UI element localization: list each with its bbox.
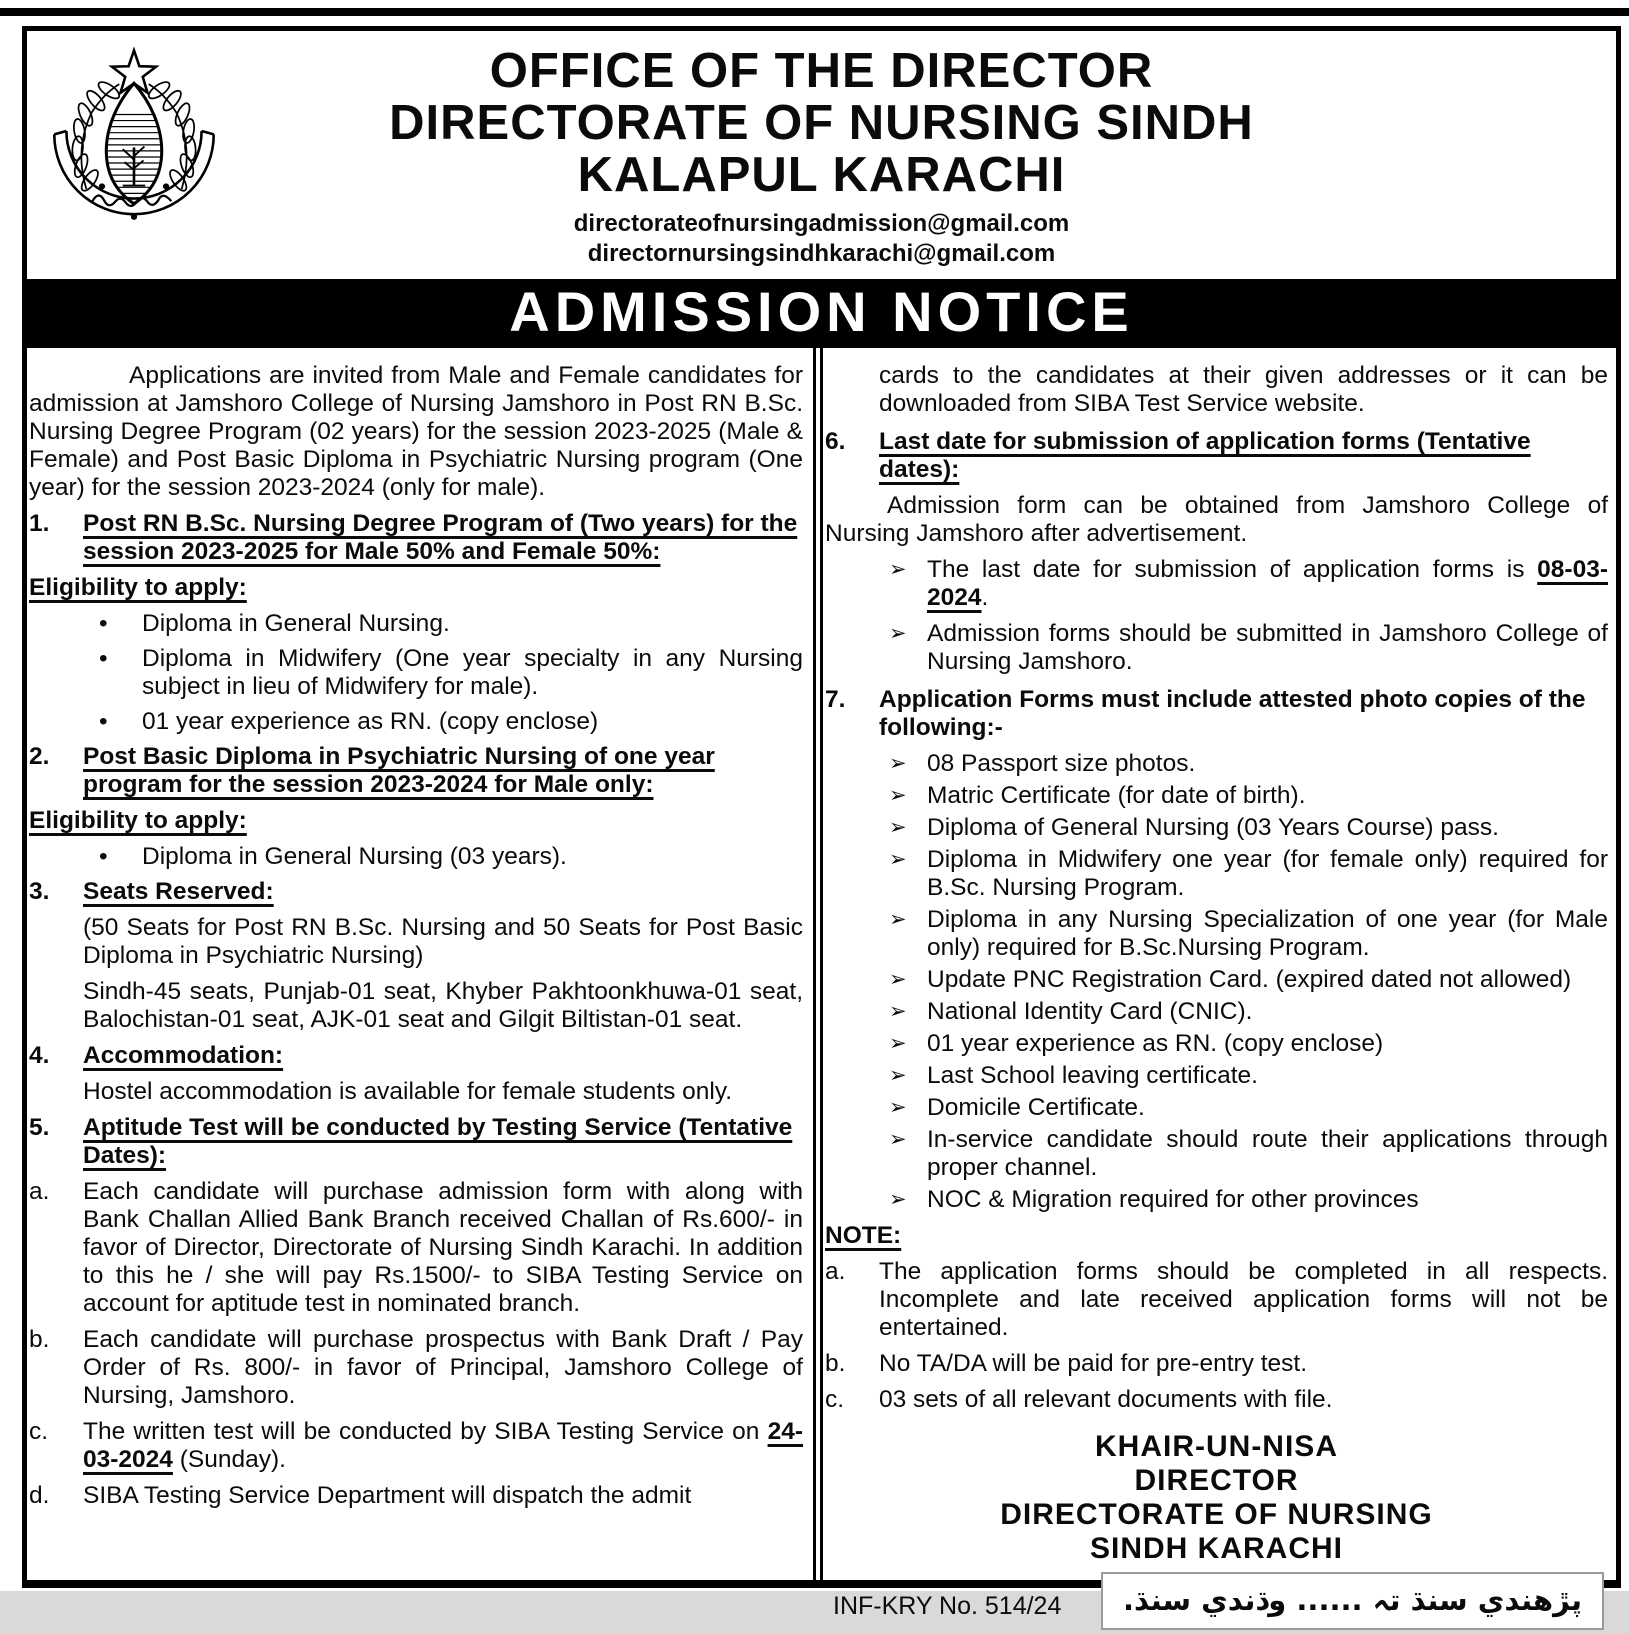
checklist-text: 01 year experience as RN. (copy enclose) xyxy=(927,1030,1384,1057)
eligibility-heading-1: Eligibility to apply: xyxy=(29,574,247,601)
section-number: 1. xyxy=(29,510,50,537)
email-address-1: directorateofnursingadmission@gmail.com xyxy=(573,210,1070,237)
admission-notice-banner: ADMISSION NOTICE xyxy=(27,279,1616,348)
note-heading: NOTE: xyxy=(825,1222,902,1249)
checklist xyxy=(825,750,1608,1218)
document-frame xyxy=(22,26,1621,1620)
bullet-text: Diploma in General Nursing. xyxy=(142,610,450,637)
section-title: Application Forms must include attested photo copies of the following:- xyxy=(879,686,1586,741)
signatory-office-line-1: DIRECTORATE OF NURSING xyxy=(1000,1498,1433,1531)
item-letter: a. xyxy=(825,1258,846,1285)
arrow-bullet-icon: ➢ xyxy=(889,1000,907,1023)
item-letter: b. xyxy=(825,1350,846,1377)
arrow-bullet-icon: ➢ xyxy=(889,1096,907,1119)
section-title: Seats Reserved: xyxy=(83,878,274,905)
checklist-item xyxy=(825,966,1608,994)
section-title: Last date for submission of application forms (Tentative dates): xyxy=(879,428,1531,483)
bullet-text: 01 year experience as RN. (copy enclose) xyxy=(142,708,599,735)
bullet-item xyxy=(29,708,803,736)
section-number: 3. xyxy=(29,878,50,905)
item-letter: c. xyxy=(29,1418,49,1445)
office-title-line-3: KALAPUL KARACHI xyxy=(577,148,1066,202)
checklist-text: Diploma in any Nursing Specialization of one year (for Male only) required for B.Sc.Nursing Program. xyxy=(927,906,1608,961)
two-column-body xyxy=(27,348,1616,1620)
bullet-text: Diploma in Midwifery (One year specialty in any Nursing subject in lieu of Midwifery for male). xyxy=(142,645,803,700)
signatory-name: KHAIR-UN-NISA xyxy=(1095,1430,1338,1463)
top-rule xyxy=(0,8,1629,16)
checklist-item xyxy=(825,782,1608,810)
arrow-bullet-icon: ➢ xyxy=(889,752,907,775)
arrow-bullet-icon: ➢ xyxy=(889,558,907,581)
eligibility-heading-2: Eligibility to apply: xyxy=(29,807,247,834)
arrow-item xyxy=(825,620,1608,676)
lettered-item-a xyxy=(29,1178,803,1318)
item-d-continuation: cards to the candidates at their given addresses or it can be downloaded from SIBA Test Service website. xyxy=(879,362,1608,417)
note-item-c xyxy=(825,1386,1608,1414)
arrow-bullet-icon: ➢ xyxy=(889,908,907,931)
item-letter: b. xyxy=(29,1326,50,1353)
section-title: Post Basic Diploma in Psychiatric Nursing of one year program for the session 2023-2024 for Male only: xyxy=(83,743,715,798)
lettered-item-c xyxy=(29,1418,803,1474)
note-item-b xyxy=(825,1350,1608,1378)
section-7-heading xyxy=(825,686,1608,742)
arrow-bullet-icon: ➢ xyxy=(889,622,907,645)
arrow-bullet-icon: ➢ xyxy=(889,784,907,807)
section-number: 5. xyxy=(29,1114,50,1141)
bullet-icon: • xyxy=(99,708,108,735)
inf-reference-number: INF-KRY No. 514/24 xyxy=(833,1592,1062,1620)
sindhi-slogan-box: پڙهندي سنڌ تہ ...... وڌندي سنڌ. xyxy=(1101,1572,1604,1630)
bullet-text: Diploma in General Nursing (03 years). xyxy=(142,843,567,870)
checklist-text: 08 Passport size photos. xyxy=(927,750,1196,777)
last-date-value: 08-03-2024 xyxy=(927,556,1608,611)
section-3-heading xyxy=(29,878,803,906)
signature-block xyxy=(825,1430,1608,1566)
checklist-text: In-service candidate should route their applications through proper channel. xyxy=(927,1126,1608,1181)
arrow-bullet-icon: ➢ xyxy=(889,1128,907,1151)
checklist-text: Diploma in Midwifery one year (for female only) required for B.Sc. Nursing Program. xyxy=(927,846,1608,901)
section-2-heading xyxy=(29,743,803,799)
checklist-item xyxy=(825,1094,1608,1122)
bullet-icon: • xyxy=(99,610,108,637)
checklist-text: Update PNC Registration Card. (expired dated not allowed) xyxy=(927,966,1572,993)
checklist-text: Domicile Certificate. xyxy=(927,1094,1145,1121)
checklist-item xyxy=(825,1186,1608,1214)
bullet-icon: • xyxy=(99,843,108,870)
lettered-item-b xyxy=(29,1326,803,1410)
checklist-text: Last School leaving certificate. xyxy=(927,1062,1258,1089)
accommodation-paragraph: Hostel accommodation is available for female students only. xyxy=(83,1078,733,1105)
office-title-line-1: OFFICE OF THE DIRECTOR xyxy=(489,44,1154,98)
office-title-line-2: DIRECTORATE OF NURSING SINDH xyxy=(389,96,1254,150)
arrow-bullet-icon: ➢ xyxy=(889,1188,907,1211)
checklist-text: NOC & Migration required for other provinces xyxy=(927,1186,1419,1213)
arrow-text: Admission forms should be submitted in Jamshoro College of Nursing Jamshoro. xyxy=(927,620,1608,675)
arrow-bullet-icon: ➢ xyxy=(889,1032,907,1055)
section-title: Post RN B.Sc. Nursing Degree Program of (Two years) for the session 2023-2025 for Male 50% and Female 50%: xyxy=(83,510,798,565)
checklist-text: National Identity Card (CNIC). xyxy=(927,998,1253,1025)
section-4-heading xyxy=(29,1042,803,1070)
bullet-item xyxy=(29,645,803,701)
section-5-heading xyxy=(29,1114,803,1170)
written-test-date: 24-03-2024 xyxy=(83,1418,803,1473)
checklist-item xyxy=(825,906,1608,962)
section-title: Aptitude Test will be conducted by Testing Service (Tentative Dates): xyxy=(83,1114,793,1169)
checklist-text: Matric Certificate (for date of birth). xyxy=(927,782,1306,809)
email-address-2: directornursingsindhkarachi@gmail.com xyxy=(587,240,1056,267)
bullet-item xyxy=(29,843,803,871)
bullet-icon: • xyxy=(99,645,108,672)
checklist-item xyxy=(825,998,1608,1026)
intro-paragraph: Applications are invited from Male and Female candidates for admission at Jamshoro College of Nursing Jamshoro in Post RN B.Sc. Nursing Degree Program (02 years) for the session 2023-2025 (Male & Female) and Post Basic Diploma in Psychiatric Nursing program (One year) for the session 2023-2024 (only for male). xyxy=(29,362,803,501)
signatory-designation: DIRECTOR xyxy=(1134,1464,1299,1497)
arrow-bullet-icon: ➢ xyxy=(889,968,907,991)
section-number: 7. xyxy=(825,686,846,713)
seats-paragraph-1: (50 Seats for Post RN B.Sc. Nursing and 50 Seats for Post Basic Diploma in Psychiatric Nursing) xyxy=(83,914,803,969)
checklist-item xyxy=(825,846,1608,902)
item-text: SIBA Testing Service Department will dispatch the admit xyxy=(83,1482,692,1509)
column-divider xyxy=(813,348,823,1580)
item-letter: d. xyxy=(29,1482,50,1509)
lettered-item-d xyxy=(29,1482,803,1510)
section-title: Accommodation: xyxy=(83,1042,284,1069)
left-column xyxy=(27,348,813,1580)
checklist-item xyxy=(825,814,1608,842)
section-1-heading xyxy=(29,510,803,566)
right-column xyxy=(823,348,1616,1620)
bullet-item xyxy=(29,610,803,638)
footer-row xyxy=(825,1566,1608,1634)
item-text: No TA/DA will be paid for pre-entry test. xyxy=(879,1350,1308,1377)
sindh-government-emblem-logo xyxy=(43,43,225,251)
arrow-bullet-icon: ➢ xyxy=(889,816,907,839)
signatory-office-line-2: SINDH KARACHI xyxy=(1090,1532,1343,1565)
header xyxy=(27,31,1616,269)
item-letter: a. xyxy=(29,1178,50,1205)
admission-form-paragraph: Admission form can be obtained from Jamshoro College of Nursing Jamshoro after advertisement. xyxy=(825,492,1608,547)
section-number: 6. xyxy=(825,428,846,455)
arrow-bullet-icon: ➢ xyxy=(889,1064,907,1087)
item-text: Each candidate will purchase admission form with along with Bank Challan Allied Bank Branch received Challan of Rs.600/- in favor of Director, Directorate of Nursing Sindh Karachi. In addition to this he / she will pay Rs.1500/- to SIBA Testing Service on account for aptitude test in nominated branch. xyxy=(83,1178,803,1317)
checklist-item xyxy=(825,1030,1608,1058)
arrow-bullet-icon: ➢ xyxy=(889,848,907,871)
arrow-item xyxy=(825,556,1608,612)
item-text: 03 sets of all relevant documents with file. xyxy=(879,1386,1333,1413)
seats-paragraph-2: Sindh-45 seats, Punjab-01 seat, Khyber Pakhtoonkhuwa-01 seat, Balochistan-01 seat, AJK-01 seat and Gilgit Biltistan-01 seat. xyxy=(83,978,803,1033)
arrow-text: The last date for submission of application forms is 08-03-2024. xyxy=(927,556,1608,611)
item-text: The written test will be conducted by SIBA Testing Service on 24-03-2024 (Sunday). xyxy=(83,1418,803,1473)
item-text: Each candidate will purchase prospectus with Bank Draft / Pay Order of Rs. 800/- in favor of Principal, Jamshoro College of Nursing, Jamshoro. xyxy=(83,1326,803,1409)
note-item-a xyxy=(825,1258,1608,1342)
section-6-heading xyxy=(825,428,1608,484)
section-number: 4. xyxy=(29,1042,50,1069)
section-number: 2. xyxy=(29,743,50,770)
checklist-item xyxy=(825,1126,1608,1182)
item-text: The application forms should be completed in all respects. Incomplete and late received application forms will not be entertained. xyxy=(879,1258,1608,1341)
checklist-text: Diploma of General Nursing (03 Years Course) pass. xyxy=(927,814,1499,841)
checklist-item xyxy=(825,1062,1608,1090)
checklist-item xyxy=(825,750,1608,778)
item-letter: c. xyxy=(825,1386,845,1413)
